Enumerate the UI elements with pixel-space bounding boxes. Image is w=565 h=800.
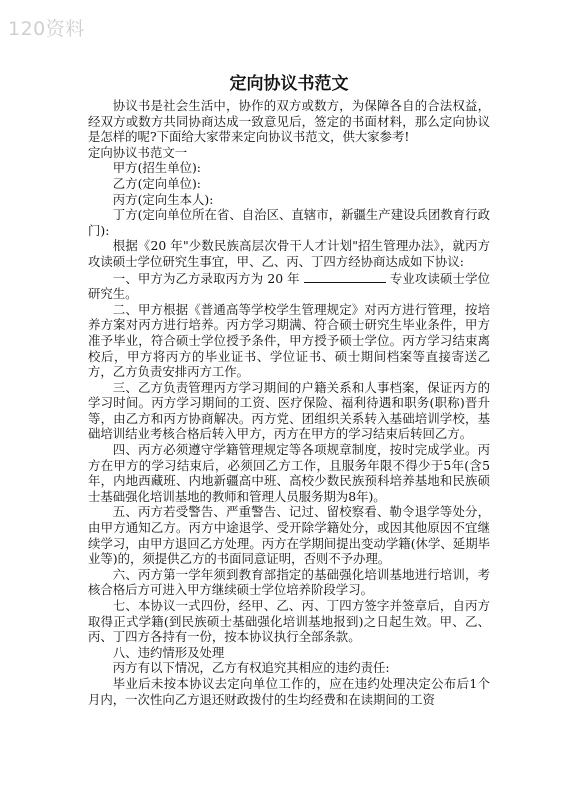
paragraph xyxy=(88,567,490,598)
paragraph-text: 丙方(定向生本人): xyxy=(112,191,214,207)
paragraph xyxy=(88,145,490,161)
paragraph-text: 五、丙方若受警告、严重警告、记过、留校察看、勒令退学等处分，由甲方通知乙方。丙方中途退学、受开除学籍处分，或因其他原因不宜继续学习，由甲方退回乙方处理。丙方在学期间提出变动学籍(休学、延期毕业等)的，须提供乙方的书面同意证明，否则不予办理。 xyxy=(88,504,490,567)
paragraph-text: 丁方(定向单位所在省、自治区、直辖市，新疆生产建设兵团教育行政门): xyxy=(88,207,490,238)
paragraph-text: 协议书是社会生活中，协作的双方或数方，为保障各自的合法权益，经双方或数方共同协商达成一致意见后，签定的书面材料，那么定向协议是怎样的呢?下面给大家带来定向协议书范文，供大家参考! xyxy=(88,98,490,145)
paragraph xyxy=(88,302,490,380)
paragraph-text: 八、违约情形及处理 xyxy=(112,644,225,660)
watermark: 120资料 xyxy=(8,18,85,40)
paragraph xyxy=(88,160,490,176)
paragraph xyxy=(88,176,490,192)
paragraph xyxy=(88,98,490,145)
paragraph xyxy=(88,645,490,661)
paragraph-text: 四、丙方必须遵守学籍管理规定等各项规章制度，按时完成学业。丙方在甲方的学习结束后，必须回乙方工作，且服务年限不得少于5年(含5年，内地西藏班、内地新疆高中班、高校少数民族预科培养基地和民族硕士基础强化培训基地的教师和管理人员服务期为8年)。 xyxy=(88,442,490,504)
paragraph xyxy=(88,207,490,238)
fill-in-blank xyxy=(304,270,386,283)
paragraph xyxy=(88,598,490,645)
paragraph xyxy=(88,442,490,504)
paragraph-text: 二、甲方根据《普通高等学校学生管理规定》对丙方进行管理，按培养方案对丙方进行培养。丙方学习期满、符合硕士研究生毕业条件，甲方准予毕业，符合硕士学位授予条件，甲方授予硕士学位。丙方学习结束离校后，甲方将丙方的毕业证书、学位证书、硕士期间档案等直接寄送乙方，乙方负责安排丙方工作。 xyxy=(88,301,490,380)
paragraph-text: 七、本协议一式四份，经甲、乙、丙、丁四方签字并签章后，自丙方取得正式学籍(到民族硕士基础强化培训基地报到)之日起生效。甲、乙、丙、丁四方各持有一份，按本协议执行全部条款。 xyxy=(88,598,490,645)
paragraph xyxy=(88,192,490,208)
paragraph-text: 乙方(定向单位): xyxy=(112,175,201,191)
paragraph xyxy=(88,504,490,566)
paragraph-text-continued: 专业攻读硕士学位研究生。 xyxy=(88,270,490,302)
paragraph xyxy=(88,380,490,442)
paragraph xyxy=(88,660,490,676)
document-body xyxy=(88,72,490,707)
paragraph-text: 根据《20 年"少数民族高层次骨干人才计划"招生管理办法》，就丙方攻读硕士学位研究生事宜，甲、乙、丙、丁四方经协商达成如下协议: xyxy=(88,238,490,269)
paragraph-text: 丙方有以下情况，乙方有权追究其相应的违约责任: xyxy=(112,660,390,676)
paragraph-list xyxy=(88,98,490,707)
paragraph xyxy=(88,676,490,707)
document-title: 定向协议书范文 xyxy=(229,74,349,94)
paragraph-text: 定向协议书范文一 xyxy=(88,144,188,160)
paragraph-text: 一、甲方为乙方录取丙方为 20 年 xyxy=(112,270,300,286)
paragraph-text: 甲方(招生单位): xyxy=(112,160,201,176)
paragraph-text: 三、乙方负责管理丙方学习期间的户籍关系和人事档案，保证丙方的学习时间。丙方学习期间的工资、医疗保险、福利待遇和职务(职称)晋升等，由乙方和丙方协商解决。丙方党、团组织关系转入基础培训学校，基础培训结业考核合格后转入甲方，丙方在甲方的学习结束后转回乙方。 xyxy=(88,379,490,442)
paragraph-text: 毕业后未按本协议去定向单位工作的，应在违约处理决定公布后1个月内，一次性向乙方退还财政拨付的生均经费和在读期间的工资 xyxy=(88,675,490,707)
paragraph-text: 六、丙方第一学年须到教育部指定的基础强化培训基地进行培训，考核合格后方可进入甲方继续硕士学位培养阶段学习。 xyxy=(88,566,490,598)
paragraph xyxy=(88,270,490,302)
paragraph xyxy=(88,238,490,269)
